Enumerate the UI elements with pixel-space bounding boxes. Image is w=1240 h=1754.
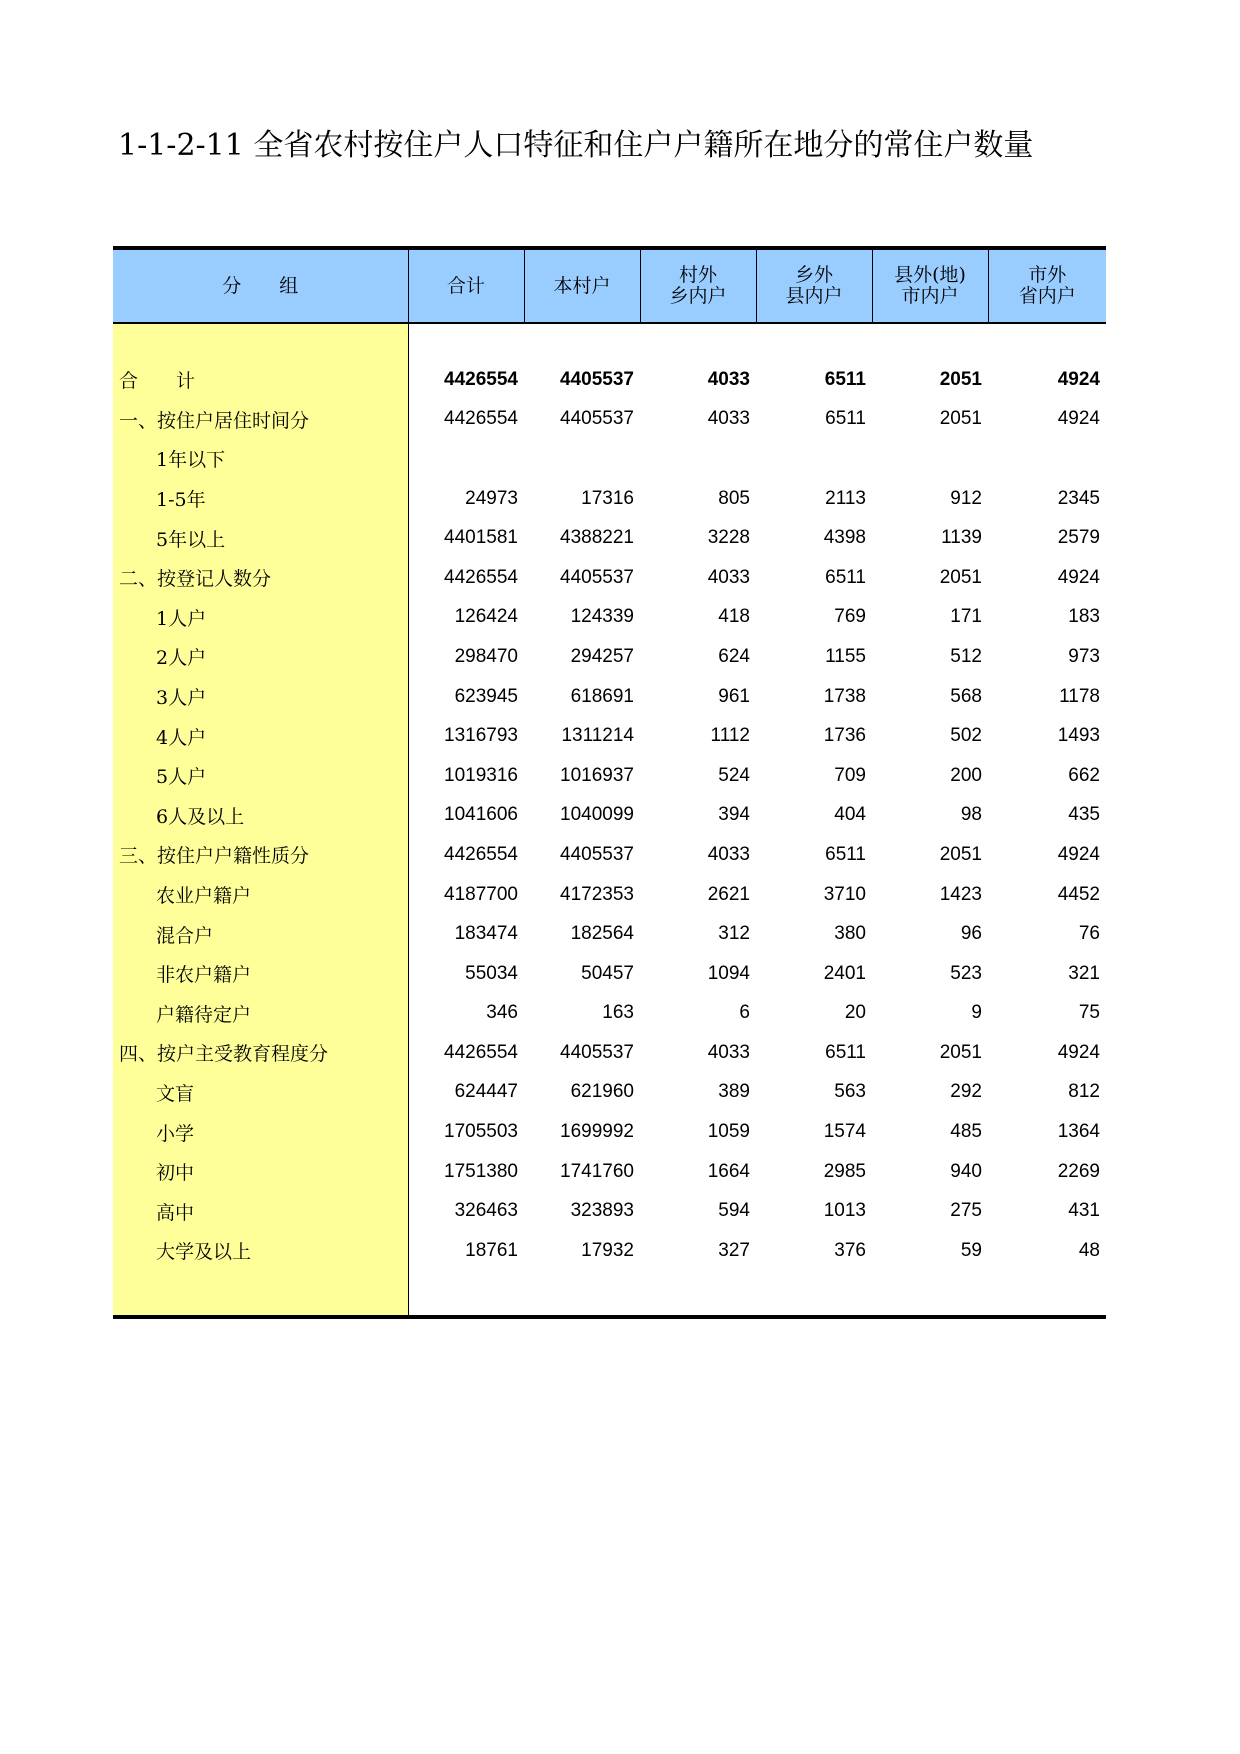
cell-value: 404 (834, 804, 866, 826)
cell-value: 18761 (465, 1239, 518, 1261)
cell-value: 4405537 (560, 368, 634, 390)
table-row (113, 479, 1106, 519)
cell-value: 2401 (823, 962, 866, 984)
cell-value: 1493 (1057, 725, 1100, 747)
header-outside-city-line1: 市外 (1028, 264, 1067, 286)
cell-value: 1364 (1057, 1121, 1100, 1143)
header-outside-village (640, 248, 756, 323)
cell-value: 431 (1068, 1200, 1100, 1222)
cell-value: 4426554 (444, 1041, 518, 1063)
row-label: 文盲 (113, 1073, 408, 1113)
row-label: 混合户 (113, 914, 408, 954)
row-label: 大学及以上 (113, 1231, 408, 1271)
cell-value: 4924 (1057, 1041, 1100, 1063)
cell-value: 4426554 (444, 843, 518, 865)
row-label: 四、按户主受教育程度分 (113, 1033, 408, 1073)
cell-value: 523 (950, 962, 982, 984)
cell-value: 1741760 (560, 1160, 634, 1182)
cell-value: 524 (718, 764, 750, 786)
cell-value: 912 (950, 487, 982, 509)
row-label: 非农户籍户 (113, 954, 408, 994)
cell-value: 4033 (707, 843, 750, 865)
cell-value: 4426554 (444, 368, 518, 390)
cell-value: 6511 (825, 843, 866, 865)
cell-value: 418 (718, 606, 750, 628)
cell-value: 50457 (581, 962, 634, 984)
cell-value: 1664 (707, 1160, 750, 1182)
cell-value: 17316 (581, 487, 634, 509)
row-label: 2人户 (113, 637, 408, 677)
cell-value: 1112 (710, 725, 750, 747)
table-row (113, 1152, 1106, 1192)
table-row (113, 875, 1106, 915)
cell-value: 346 (486, 1002, 518, 1024)
cell-value: 275 (950, 1200, 982, 1222)
row-label: 6人及以上 (113, 796, 408, 836)
cell-value: 1736 (823, 725, 866, 747)
cell-value: 3710 (823, 883, 866, 905)
cell-value: 4924 (1057, 843, 1100, 865)
cell-value: 6511 (825, 1041, 866, 1063)
header-outside-county-line2: 市内户 (901, 285, 959, 307)
cell-value: 961 (718, 685, 750, 707)
cell-value: 1311214 (561, 725, 634, 747)
header-village: 本村户 (524, 248, 640, 323)
cell-value: 485 (950, 1121, 982, 1143)
table-row (113, 796, 1106, 836)
cell-value: 183 (1068, 606, 1100, 628)
cell-value: 2051 (939, 408, 982, 430)
row-label: 5人户 (113, 756, 408, 796)
cell-value: 2985 (823, 1160, 866, 1182)
cell-value: 618691 (570, 685, 634, 707)
cell-value: 4426554 (444, 566, 518, 588)
cell-value (756, 439, 872, 479)
cell-value: 76 (1078, 923, 1100, 945)
page-title: 1-1-2-11 全省农村按住户人口特征和住户户籍所在地分的常住户数量 (118, 128, 1034, 163)
cell-value: 621960 (570, 1081, 634, 1103)
row-label: 小学 (113, 1112, 408, 1152)
cell-value: 171 (950, 606, 982, 628)
cell-value: 4924 (1057, 566, 1100, 588)
row-label: 1-5年 (113, 479, 408, 519)
cell-value (988, 439, 1106, 479)
table-row (113, 360, 1106, 400)
header-outside-township-line1: 乡外 (794, 264, 833, 286)
cell-value: 2621 (707, 883, 750, 905)
cell-value: 623945 (454, 685, 518, 707)
table-row (113, 1033, 1106, 1073)
cell-value: 292 (950, 1081, 982, 1103)
cell-value: 502 (950, 725, 982, 747)
cell-value: 435 (1068, 804, 1100, 826)
cell-value: 1423 (939, 883, 982, 905)
cell-value: 2269 (1057, 1160, 1100, 1182)
table-row (113, 1191, 1106, 1231)
row-label: 4人户 (113, 716, 408, 756)
cell-value: 1155 (825, 645, 866, 667)
cell-value: 4033 (707, 368, 750, 390)
cell-value: 4033 (707, 1041, 750, 1063)
header-outside-township-line2: 县内户 (785, 285, 843, 307)
row-label: 5年以上 (113, 518, 408, 558)
header-outside-city (988, 248, 1106, 323)
cell-value (408, 439, 524, 479)
cell-value: 298470 (454, 645, 518, 667)
cell-value: 594 (718, 1200, 750, 1222)
table-row (113, 518, 1106, 558)
cell-value: 183474 (454, 923, 518, 945)
row-label: 合 计 (113, 360, 408, 400)
cell-value: 182564 (570, 923, 634, 945)
table-row (113, 716, 1106, 756)
cell-value: 394 (718, 804, 750, 826)
cell-value: 4924 (1057, 408, 1100, 430)
cell-value: 812 (1068, 1081, 1100, 1103)
cell-value: 4405537 (560, 566, 634, 588)
cell-value: 55034 (465, 962, 518, 984)
cell-value: 2579 (1057, 527, 1100, 549)
spacer-row-end (113, 1271, 1106, 1317)
table-row (113, 914, 1106, 954)
table-body (113, 323, 1106, 1317)
cell-value: 512 (950, 645, 982, 667)
cell-value (640, 439, 756, 479)
cell-value: 2051 (939, 368, 982, 390)
cell-value: 1139 (941, 527, 982, 549)
header-outside-village-line2: 乡内户 (669, 285, 727, 307)
cell-value: 4172353 (560, 883, 634, 905)
table-row (113, 1231, 1106, 1271)
row-label: 二、按登记人数分 (113, 558, 408, 598)
cell-value: 4033 (707, 408, 750, 430)
cell-value: 624447 (454, 1081, 518, 1103)
cell-value: 59 (960, 1239, 982, 1261)
row-label: 1年以下 (113, 439, 408, 479)
cell-value: 4924 (1057, 368, 1100, 390)
cell-value: 805 (718, 487, 750, 509)
cell-value: 2051 (939, 1041, 982, 1063)
cell-value: 376 (834, 1239, 866, 1261)
table-header (113, 248, 1106, 323)
cell-value: 769 (834, 606, 866, 628)
cell-value: 709 (834, 764, 866, 786)
header-outside-county-line1: 县外(地) (894, 264, 966, 286)
cell-value: 2051 (939, 843, 982, 865)
cell-value: 624 (718, 645, 750, 667)
row-label: 1人户 (113, 598, 408, 638)
cell-value: 200 (950, 764, 982, 786)
cell-value: 1738 (823, 685, 866, 707)
cell-value: 1040099 (560, 804, 634, 826)
cell-value: 1699992 (560, 1121, 634, 1143)
row-label: 三、按住户户籍性质分 (113, 835, 408, 875)
cell-value: 124339 (570, 606, 634, 628)
cell-value: 126424 (454, 606, 518, 628)
table-row (113, 954, 1106, 994)
cell-value: 1041606 (444, 804, 518, 826)
cell-value: 1059 (707, 1121, 750, 1143)
cell-value: 4405537 (560, 1041, 634, 1063)
cell-value: 48 (1078, 1239, 1100, 1261)
cell-value: 1013 (823, 1200, 866, 1222)
table-row (113, 1112, 1106, 1152)
cell-value: 98 (960, 804, 982, 826)
table-row (113, 677, 1106, 717)
cell-value: 321 (1068, 962, 1100, 984)
table-row (113, 598, 1106, 638)
cell-value: 96 (960, 923, 982, 945)
cell-value: 380 (834, 923, 866, 945)
header-outside-county (872, 248, 988, 323)
row-label: 户籍待定户 (113, 994, 408, 1034)
cell-value: 1094 (707, 962, 750, 984)
cell-value: 389 (718, 1081, 750, 1103)
cell-value: 4452 (1057, 883, 1100, 905)
cell-value (524, 439, 640, 479)
cell-value: 2051 (939, 566, 982, 588)
cell-value: 4401581 (444, 527, 518, 549)
row-label: 农业户籍户 (113, 875, 408, 915)
cell-value (872, 439, 988, 479)
cell-value: 20 (844, 1002, 866, 1024)
cell-value: 6511 (825, 566, 866, 588)
table-row (113, 637, 1106, 677)
cell-value: 4033 (707, 566, 750, 588)
data-table (113, 246, 1106, 1319)
spacer-row (113, 323, 1106, 360)
cell-value: 24973 (465, 487, 518, 509)
header-group: 分 组 (113, 248, 408, 323)
header-total: 合计 (408, 248, 524, 323)
table-row (113, 439, 1106, 479)
table-row (113, 835, 1106, 875)
cell-value: 940 (950, 1160, 982, 1182)
cell-value: 563 (834, 1081, 866, 1103)
cell-value: 326463 (454, 1200, 518, 1222)
cell-value: 1316793 (444, 725, 518, 747)
cell-value: 2345 (1057, 487, 1100, 509)
cell-value: 1178 (1059, 685, 1100, 707)
cell-value: 1016937 (560, 764, 634, 786)
cell-value: 1751380 (444, 1160, 518, 1182)
cell-value: 3228 (707, 527, 750, 549)
table-row (113, 756, 1106, 796)
cell-value: 6511 (825, 408, 866, 430)
cell-value: 1019316 (444, 764, 518, 786)
cell-value: 6511 (824, 368, 866, 390)
cell-value: 568 (950, 685, 982, 707)
cell-value: 9 (971, 1002, 982, 1024)
cell-value: 2113 (825, 487, 866, 509)
cell-value: 294257 (570, 645, 634, 667)
cell-value: 327 (718, 1239, 750, 1261)
cell-value: 6 (739, 1002, 750, 1024)
table-row (113, 1073, 1106, 1113)
cell-value: 75 (1078, 1002, 1100, 1024)
table-row (113, 558, 1106, 598)
cell-value: 4398 (823, 527, 866, 549)
header-outside-township (756, 248, 872, 323)
row-label: 高中 (113, 1191, 408, 1231)
cell-value: 1574 (823, 1121, 866, 1143)
cell-value: 1705503 (444, 1121, 518, 1143)
cell-value: 163 (602, 1002, 634, 1024)
header-outside-city-line2: 省内户 (1018, 285, 1076, 307)
header-outside-village-line1: 村外 (678, 264, 717, 286)
cell-value: 4426554 (444, 408, 518, 430)
cell-value: 662 (1068, 764, 1100, 786)
row-label: 3人户 (113, 677, 408, 717)
cell-value: 4405537 (560, 843, 634, 865)
cell-value: 4187700 (444, 883, 518, 905)
cell-value: 4405537 (560, 408, 634, 430)
row-label: 初中 (113, 1152, 408, 1192)
cell-value: 312 (718, 923, 750, 945)
cell-value: 4388221 (560, 527, 634, 549)
table-row (113, 994, 1106, 1034)
table-row (113, 400, 1106, 440)
cell-value: 323893 (570, 1200, 634, 1222)
row-label: 一、按住户居住时间分 (113, 400, 408, 440)
cell-value: 17932 (581, 1239, 634, 1261)
cell-value: 973 (1068, 645, 1100, 667)
